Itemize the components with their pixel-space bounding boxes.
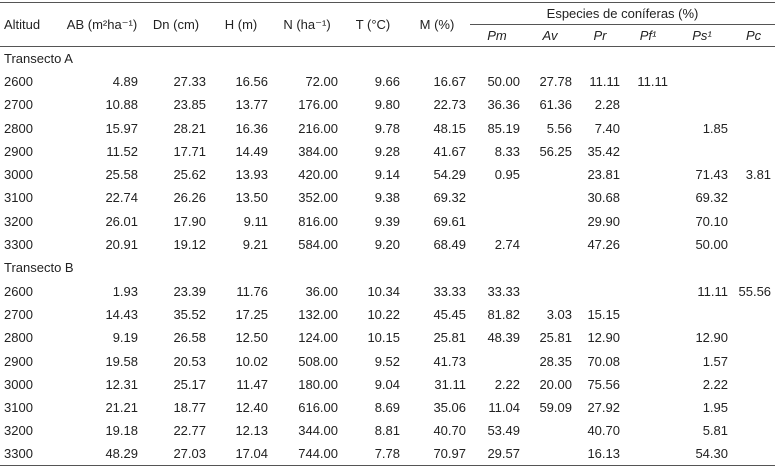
value-cell: 344.00: [298, 423, 338, 439]
value-cell: 20.00: [539, 376, 572, 392]
table-row: [0, 419, 775, 442]
header-pr: Pr: [576, 25, 624, 47]
value-cell: 27.78: [539, 73, 572, 89]
value-cell: 55.56: [738, 283, 772, 299]
value-cell: [524, 443, 576, 466]
header-dn: Dn (cm): [142, 3, 210, 47]
value-cell: 45.45: [433, 306, 466, 322]
value-cell: [672, 303, 732, 326]
value-cell: 75.56: [587, 376, 620, 392]
table-row: [0, 373, 775, 396]
value-cell: 584.00: [298, 237, 338, 253]
value-cell: 16.56: [235, 73, 268, 89]
altitude-cell: 2900: [4, 353, 33, 369]
value-cell: 384.00: [298, 143, 338, 159]
header-altitud: Altitud: [0, 3, 62, 47]
value-cell: 616.00: [298, 400, 338, 416]
conifer-table: [0, 2, 775, 466]
value-cell: 81.82: [487, 306, 520, 322]
value-cell: 22.74: [105, 190, 138, 206]
altitude-cell: 3200: [4, 213, 33, 229]
table-row: [0, 279, 775, 302]
value-cell: 9.78: [374, 120, 400, 136]
value-cell: 9.39: [374, 213, 400, 229]
value-cell: 5.81: [702, 423, 728, 439]
value-cell: 508.00: [298, 353, 338, 369]
value-cell: 10.02: [235, 353, 268, 369]
value-cell: 2.74: [494, 237, 520, 253]
value-cell: 35.52: [173, 306, 206, 322]
value-cell: 26.26: [173, 190, 206, 206]
value-cell: 70.08: [587, 353, 620, 369]
value-cell: 53.49: [487, 423, 520, 439]
value-cell: 9.11: [243, 213, 268, 229]
value-cell: 27.92: [587, 400, 620, 416]
value-cell: 47.26: [587, 237, 620, 253]
value-cell: 71.43: [695, 167, 728, 183]
value-cell: [732, 419, 775, 442]
value-cell: 59.09: [539, 400, 572, 416]
value-cell: 17.90: [173, 213, 206, 229]
altitude-cell: 3100: [4, 190, 33, 206]
value-cell: [672, 70, 732, 93]
value-cell: [732, 210, 775, 233]
value-cell: [732, 233, 775, 256]
value-cell: 11.76: [236, 283, 268, 299]
altitude-cell: 3300: [0, 443, 62, 466]
table-row: [0, 163, 775, 186]
value-cell: [524, 419, 576, 442]
value-cell: 13.50: [235, 190, 268, 206]
value-cell: 4.89: [112, 73, 138, 89]
value-cell: 15.97: [105, 120, 138, 136]
value-cell: 9.66: [374, 73, 400, 89]
value-cell: 69.32: [695, 190, 728, 206]
value-cell: 29.57: [470, 443, 524, 466]
value-cell: 9.14: [374, 167, 400, 183]
value-cell: 11.11: [637, 73, 668, 89]
value-cell: [624, 373, 672, 396]
value-cell: [732, 373, 775, 396]
value-cell: 36.00: [305, 283, 338, 299]
value-cell: 69.32: [433, 190, 466, 206]
value-cell: 48.15: [433, 120, 466, 136]
value-cell: 13.93: [235, 167, 268, 183]
value-cell: [672, 93, 732, 116]
value-cell: 9.52: [374, 353, 400, 369]
altitude-cell: 3300: [4, 237, 33, 253]
value-cell: 40.70: [587, 423, 620, 439]
value-cell: 11.11: [697, 283, 728, 299]
value-cell: 85.19: [487, 120, 520, 136]
value-cell: 16.13: [576, 443, 624, 466]
value-cell: 27.03: [142, 443, 210, 466]
value-cell: 48.29: [62, 443, 142, 466]
value-cell: [624, 303, 672, 326]
table-row: [0, 93, 775, 116]
altitude-cell: 3000: [4, 167, 33, 183]
value-cell: 10.22: [367, 306, 400, 322]
value-cell: [732, 303, 775, 326]
value-cell: 1.85: [702, 120, 728, 136]
value-cell: 35.42: [587, 143, 620, 159]
altitude-cell: 2800: [4, 120, 33, 136]
header-pf: Pf¹: [624, 25, 672, 47]
value-cell: 41.67: [433, 143, 466, 159]
value-cell: 7.78: [342, 443, 404, 466]
value-cell: 17.25: [235, 306, 268, 322]
value-cell: 14.49: [235, 143, 268, 159]
value-cell: [624, 140, 672, 163]
value-cell: [624, 186, 672, 209]
table-row: [0, 233, 775, 256]
section-row: [0, 256, 775, 279]
value-cell: 50.00: [695, 237, 728, 253]
section-label: Transecto A: [4, 50, 73, 66]
value-cell: 28.21: [173, 120, 206, 136]
value-cell: [624, 326, 672, 349]
header-ab: AB (m²ha⁻¹): [62, 3, 142, 47]
value-cell: [624, 210, 672, 233]
value-cell: 1.95: [702, 400, 728, 416]
value-cell: 176.00: [298, 97, 338, 113]
header-ps: Ps¹: [672, 25, 732, 47]
table-row: [0, 326, 775, 349]
value-cell: 10.15: [367, 330, 400, 346]
value-cell: [624, 163, 672, 186]
value-cell: 9.38: [374, 190, 400, 206]
altitude-cell: 2600: [4, 283, 33, 299]
value-cell: [732, 349, 775, 372]
value-cell: 8.33: [494, 143, 520, 159]
header-n: N (ha⁻¹): [272, 3, 342, 47]
value-cell: 5.56: [546, 120, 572, 136]
value-cell: 12.50: [235, 330, 268, 346]
header-species-group: Especies de coníferas (%): [470, 3, 775, 25]
value-cell: [732, 396, 775, 419]
value-cell: 2.28: [594, 97, 620, 113]
value-cell: 70.97: [404, 443, 470, 466]
value-cell: [624, 443, 672, 466]
value-cell: 26.58: [173, 330, 206, 346]
value-cell: 19.18: [105, 423, 138, 439]
value-cell: 18.77: [173, 400, 206, 416]
value-cell: 216.00: [298, 120, 338, 136]
value-cell: 17.04: [210, 443, 272, 466]
altitude-cell: 3200: [4, 423, 33, 439]
value-cell: 21.21: [105, 400, 138, 416]
value-cell: 33.33: [433, 283, 466, 299]
value-cell: 23.81: [587, 167, 620, 183]
value-cell: 26.01: [105, 213, 138, 229]
value-cell: 420.00: [298, 167, 338, 183]
value-cell: 12.40: [235, 400, 268, 416]
value-cell: 12.31: [105, 376, 138, 392]
value-cell: [524, 186, 576, 209]
value-cell: [470, 210, 524, 233]
value-cell: [624, 279, 672, 302]
value-cell: 40.70: [433, 423, 466, 439]
value-cell: 15.15: [587, 306, 620, 322]
value-cell: [524, 210, 576, 233]
value-cell: [624, 349, 672, 372]
value-cell: [732, 93, 775, 116]
value-cell: 132.00: [298, 306, 338, 322]
table-body: [0, 47, 775, 466]
value-cell: 9.28: [374, 143, 400, 159]
value-cell: 36.36: [487, 97, 520, 113]
value-cell: 25.17: [173, 376, 206, 392]
table-row: [0, 303, 775, 326]
value-cell: 9.19: [112, 330, 138, 346]
value-cell: 61.36: [539, 97, 572, 113]
value-cell: 31.11: [434, 376, 466, 392]
value-cell: 1.57: [702, 353, 728, 369]
value-cell: 2.22: [702, 376, 728, 392]
altitude-cell: 2700: [4, 97, 33, 113]
value-cell: [624, 396, 672, 419]
value-cell: 17.71: [173, 143, 206, 159]
value-cell: 180.00: [298, 376, 338, 392]
header-m: M (%): [404, 3, 470, 47]
value-cell: 9.20: [374, 237, 400, 253]
value-cell: 23.39: [173, 283, 206, 299]
value-cell: 70.10: [695, 213, 728, 229]
value-cell: 9.04: [374, 376, 400, 392]
value-cell: 10.88: [105, 97, 138, 113]
value-cell: 50.00: [487, 73, 520, 89]
value-cell: 12.90: [695, 330, 728, 346]
value-cell: 72.00: [305, 73, 338, 89]
value-cell: 2.22: [494, 376, 520, 392]
value-cell: [732, 70, 775, 93]
table-row: [0, 210, 775, 233]
value-cell: 54.29: [433, 167, 466, 183]
value-cell: [672, 140, 732, 163]
header-av: Av: [524, 25, 576, 47]
value-cell: [524, 279, 576, 302]
value-cell: 22.77: [173, 423, 206, 439]
table-row: [0, 70, 775, 93]
altitude-cell: 3000: [4, 376, 33, 392]
value-cell: 9.80: [374, 97, 400, 113]
altitude-cell: 2800: [4, 330, 33, 346]
value-cell: 11.47: [236, 376, 268, 392]
value-cell: 352.00: [298, 190, 338, 206]
value-cell: 3.81: [745, 167, 772, 183]
value-cell: 33.33: [487, 283, 520, 299]
value-cell: 68.49: [433, 237, 466, 253]
altitude-cell: 2900: [4, 143, 33, 159]
table-row: [0, 186, 775, 209]
value-cell: 22.73: [433, 97, 466, 113]
value-cell: [624, 93, 672, 116]
value-cell: [524, 163, 576, 186]
value-cell: 16.67: [433, 73, 466, 89]
table-row: [0, 116, 775, 139]
value-cell: 14.43: [105, 306, 138, 322]
value-cell: 48.39: [487, 330, 520, 346]
value-cell: 11.52: [106, 143, 138, 159]
value-cell: 16.36: [235, 120, 268, 136]
header-pm: Pm: [470, 25, 524, 47]
value-cell: 69.61: [433, 213, 466, 229]
table-row: [0, 349, 775, 372]
value-cell: [732, 186, 775, 209]
value-cell: 20.53: [173, 353, 206, 369]
value-cell: 30.68: [587, 190, 620, 206]
value-cell: 0.95: [494, 167, 520, 183]
table-row: [0, 443, 775, 466]
value-cell: 25.62: [173, 167, 206, 183]
value-cell: 35.06: [433, 400, 466, 416]
value-cell: 11.04: [488, 400, 520, 416]
value-cell: 816.00: [298, 213, 338, 229]
value-cell: [470, 186, 524, 209]
value-cell: [624, 233, 672, 256]
value-cell: [732, 326, 775, 349]
header-h: H (m): [210, 3, 272, 47]
value-cell: [624, 419, 672, 442]
table-row: [0, 140, 775, 163]
value-cell: 25.81: [433, 330, 466, 346]
value-cell: 54.30: [672, 443, 732, 466]
altitude-cell: 2700: [4, 306, 33, 322]
value-cell: [624, 116, 672, 139]
altitude-cell: 3100: [4, 400, 33, 416]
value-cell: 8.81: [374, 423, 400, 439]
value-cell: 29.90: [587, 213, 620, 229]
value-cell: 124.00: [298, 330, 338, 346]
value-cell: [524, 233, 576, 256]
value-cell: [576, 279, 624, 302]
value-cell: 25.58: [105, 167, 138, 183]
value-cell: 20.91: [105, 237, 138, 253]
value-cell: 19.58: [105, 353, 138, 369]
value-cell: 11.11: [589, 73, 620, 89]
value-cell: 8.69: [374, 400, 400, 416]
section-row: [0, 47, 775, 70]
section-label: Transecto B: [4, 260, 74, 276]
value-cell: [732, 443, 775, 466]
value-cell: 27.33: [173, 73, 206, 89]
value-cell: 3.03: [546, 306, 572, 322]
value-cell: 28.35: [539, 353, 572, 369]
value-cell: 10.34: [367, 283, 400, 299]
value-cell: 12.90: [587, 330, 620, 346]
value-cell: [732, 116, 775, 139]
value-cell: 7.40: [594, 120, 620, 136]
value-cell: 25.81: [539, 330, 572, 346]
header-t: T (°C): [342, 3, 404, 47]
value-cell: 1.93: [112, 283, 138, 299]
altitude-cell: 2600: [4, 73, 33, 89]
value-cell: 744.00: [272, 443, 342, 466]
header-pc: Pc: [732, 25, 775, 47]
value-cell: 41.73: [433, 353, 466, 369]
value-cell: [470, 349, 524, 372]
value-cell: 9.21: [242, 237, 268, 253]
table-row: [0, 396, 775, 419]
value-cell: 13.77: [235, 97, 268, 113]
value-cell: 23.85: [173, 97, 206, 113]
value-cell: [732, 140, 775, 163]
value-cell: 56.25: [539, 143, 572, 159]
value-cell: 12.13: [235, 423, 268, 439]
value-cell: 19.12: [173, 237, 206, 253]
